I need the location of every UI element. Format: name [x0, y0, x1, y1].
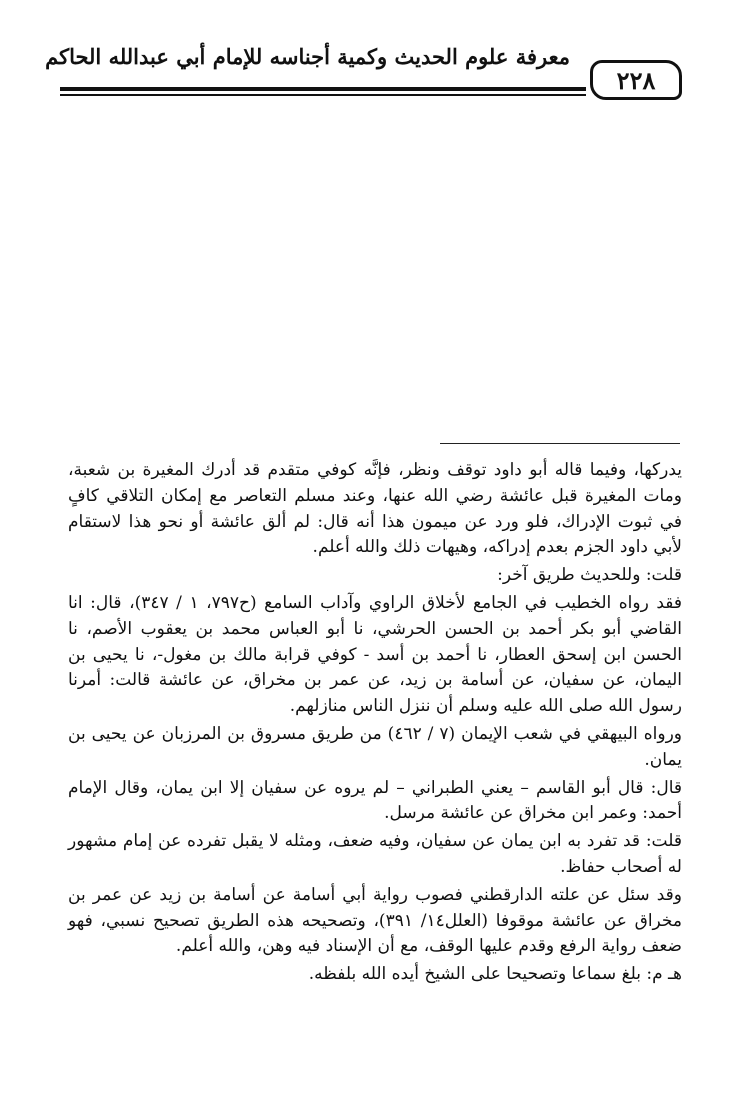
page-header	[45, 40, 682, 102]
paragraph-4: ورواه البيهقي في شعب الإيمان (٧ / ٤٦٢) من طريق مسروق بن المرزبان عن يحيى بن يمان.	[68, 723, 682, 770]
paragraph-2: قلت: وللحديث طريق آخر:	[497, 565, 682, 586]
paragraph-5: قال: قال أبو القاسم – يعني الطبراني – لم يروه عن سفيان إلا ابن يمان، وقال الإمام أحمد: وعمر ابن مخراق عن عائشة مرسل.	[68, 777, 682, 824]
footnote-body	[68, 458, 682, 988]
paragraph-3: فقد رواه الخطيب في الجامع لأخلاق الراوي وآداب السامع (ح٧٩٧، ١ / ٣٤٧)، قال: انا القاضي أبو بكر أحمد بن الحسن الحرشي، نا أبو العباس محمد بن يعقوب الأصم، نا الحسن ابن إسحق العطار، نا أحمد بن أسد - كوفي قرابة مالك بن مغول-، نا يحيى بن اليمان، عن سفيان، عن أسامة بن زيد، عن عمر بن مخراق، عن عائشة قالت: أمرنا رسول الله صلى الله عليه وسلم أن ننزل الناس منازلهم.	[68, 592, 683, 717]
header-rule-thin	[60, 94, 586, 96]
paragraph-6: قلت: قد تفرد به ابن يمان عن سفيان، وفيه ضعف، ومثله لا يقبل تفرده عن إمام مشهور له أصحاب حفاظ.	[68, 831, 682, 877]
header-rule-thick	[60, 87, 586, 91]
paragraph-1: يدركها، وفيما قاله أبو داود توقف ونظر، فإنَّه كوفي متقدم قد أدرك المغيرة بن شعبة، ومات المغيرة قبل عائشة رضي الله عنها، وعند مسلم التعاصر مع إمكان التلاقي كافٍ في ثبوت الإدراك، فلو ورد عن ميمون هذا أنه قال: لم ألق عائشة أو نحو هذا لاستقام لأبي داود الجزم بعدم إدراكه، وهيهات ذلك والله أعلم.	[68, 460, 682, 558]
paragraph-8: هـ م: بلغ سماعا وتصحيحا على الشيخ أيده الله بلفظه.	[308, 964, 682, 985]
paragraph-7: وقد سئل عن علته الدارقطني فصوب رواية أبي أسامة عن أسامة بن زيد عن عمر بن مخراق عن عائشة موقوفا (العلل١٤/ ٣٩١)، وتصحيحه هذه الطريق تصحيح نسبي، فهو ضعف رواية الرفع وقدم عليها الوقف، مع أن الإسناد فيه وهن، والله أعلم.	[68, 884, 683, 957]
running-title: معرفة علوم الحديث وكمية أجناسه للإمام أبي عبدالله الحاكم	[45, 44, 570, 69]
footnote-separator	[440, 443, 680, 444]
page-number: ٢٢٨	[590, 60, 682, 100]
